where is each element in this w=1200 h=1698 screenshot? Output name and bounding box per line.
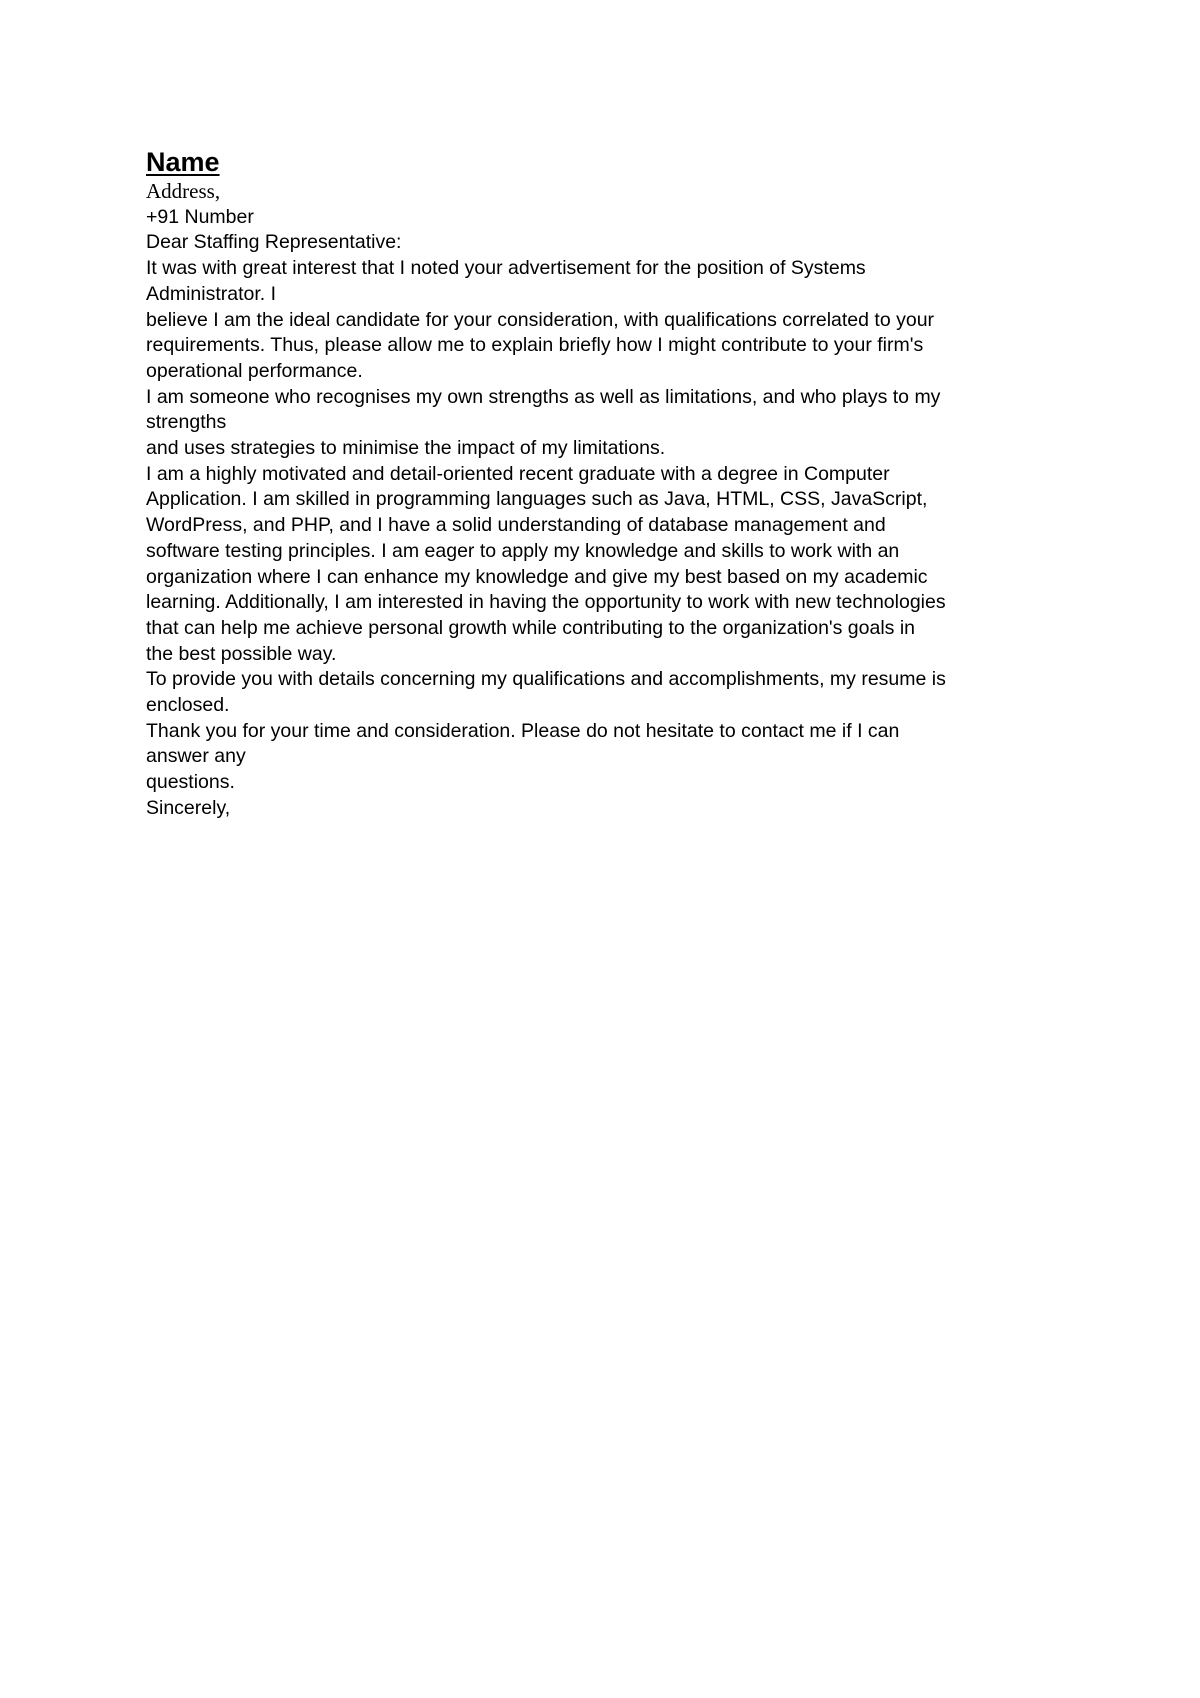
- applicant-address: Address,: [146, 179, 221, 203]
- applicant-phone: +91 Number: [146, 205, 254, 228]
- body-line: believe I am the ideal candidate for your consideration, with qualifications correlated to your: [146, 308, 935, 331]
- closing: Sincerely,: [146, 796, 231, 819]
- body-line: software testing principles. I am eager to apply my knowledge and skills to work with an: [146, 539, 900, 562]
- body-line: Administrator. I: [146, 282, 277, 305]
- body-line: and uses strategies to minimise the impact of my limitations.: [146, 437, 666, 460]
- body-line: the best possible way.: [146, 642, 337, 665]
- cover-letter: [146, 145, 1076, 822]
- body-line: WordPress, and PHP, and I have a solid understanding of database management and: [146, 514, 886, 537]
- body-line: enclosed.: [146, 694, 230, 717]
- body-line: operational performance.: [146, 359, 363, 382]
- body-line: strengths: [146, 411, 227, 434]
- body-line: Application. I am skilled in programming languages such as Java, HTML, CSS, JavaScript,: [146, 488, 928, 511]
- body-line: I am someone who recognises my own strengths as well as limitations, and who plays to my: [146, 385, 941, 408]
- body-line: Thank you for your time and consideration. Please do not hesitate to contact me if I can: [146, 719, 900, 742]
- salutation: Dear Staffing Representative:: [146, 231, 402, 254]
- body-line: To provide you with details concerning my qualifications and accomplishments, my resume is: [146, 668, 946, 691]
- body-line: requirements. Thus, please allow me to explain briefly how I might contribute to your firm's: [146, 334, 924, 357]
- body-line: I am a highly motivated and detail-oriented recent graduate with a degree in Computer: [146, 462, 890, 485]
- applicant-name: Name: [146, 147, 220, 177]
- body-line: questions.: [146, 771, 235, 794]
- body-line: It was with great interest that I noted your advertisement for the position of Systems: [146, 257, 866, 280]
- body-line: answer any: [146, 745, 246, 768]
- body-line: organization where I can enhance my knowledge and give my best based on my academic: [146, 565, 928, 588]
- body-line: learning. Additionally, I am interested in having the opportunity to work with new technologies: [146, 591, 946, 614]
- body-line: that can help me achieve personal growth while contributing to the organization's goals in: [146, 616, 916, 639]
